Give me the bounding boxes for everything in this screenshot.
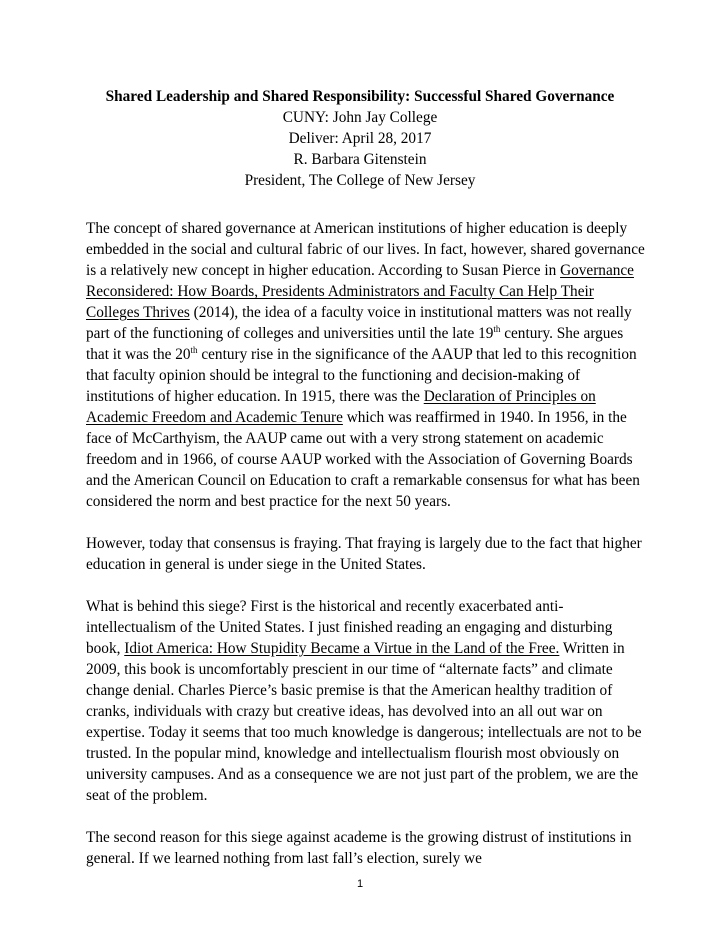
document-body [86, 218, 646, 890]
paragraph-4: The second reason for this siege against academe is the growing distrust of institutions in general. If we learned nothing from last fall’s election, surely we [86, 829, 632, 867]
delivery-date: Deliver: April 28, 2017 [288, 130, 432, 147]
institution-line: CUNY: John Jay College [282, 109, 438, 126]
paragraph-2: However, today that consensus is fraying. That fraying is largely due to the fact that higher education in general is under siege in the United States. [86, 535, 642, 573]
declaration-title: Declaration of Principles on Academic Freedom and Academic Tenure [86, 388, 596, 426]
page-number: 1 [356, 878, 364, 890]
paragraph-1: The concept of shared governance at American institutions of higher education is deeply embedded in the social and cultural fabric of our lives. In fact, however, shared governance is a relatively new concept in higher education. According to Susan Pierce in Governance Reconsidered: How Boards, Presidents Administrators and Faculty Can Help Their Colleges Thrives (2014), the idea of a faculty voice in institutional matters was not really part of the functioning of colleges and universities until the late 19th century. She argues that it was the 20th century rise in the significance of the AAUP that led to this recognition that faculty opinion should be integral to the functioning and decision-making of institutions of higher education. In 1915, there was the Declaration of Principles on Academic Freedom and Academic Tenure which was reaffirmed in 1940. In 1956, in the face of McCarthyism, the AAUP came out with a very strong statement on academic freedom and in 1966, of course AAUP worked with the Association of Governing Boards and the American Council on Education to craft a remarkable consensus for what has been considered the norm and best practice for the next 50 years. [86, 220, 645, 510]
book-title-idiot-america: Idiot America: How Stupidity Became a Virtue in the Land of the Free. [124, 640, 560, 657]
author-title: President, The College of New Jersey [244, 172, 476, 189]
paragraph-3: What is behind this siege? First is the historical and recently exacerbated anti-intellectualism of the United States. I just finished reading an engaging and disturbing book, Idiot America: How Stupidity Became a Virtue in the Land of the Free. Written in 2009, this book is uncomfortably prescient in our time of “alternate facts” and climate change denial. Charles Pierce’s basic premise is that the American healthy tradition of cranks, individuals with crazy but creative ideas, has devolved into an all out war on expertise. Today it seems that too much knowledge is dangerous; intellectuals are not to be trusted. In the popular mind, knowledge and intellectualism flourish most obviously on university campuses. And as a consequence we are not just part of the problem, we are the seat of the problem. [86, 598, 642, 804]
document-header [60, 86, 660, 191]
author-name: R. Barbara Gitenstein [293, 151, 427, 168]
book-title-governance-reconsidered: Governance Reconsidered: How Boards, Presidents Administrators and Faculty Can Help Their Colleges Thrives [86, 262, 634, 321]
speech-title: Shared Leadership and Shared Responsibility: Successful Shared Governance [105, 88, 615, 105]
